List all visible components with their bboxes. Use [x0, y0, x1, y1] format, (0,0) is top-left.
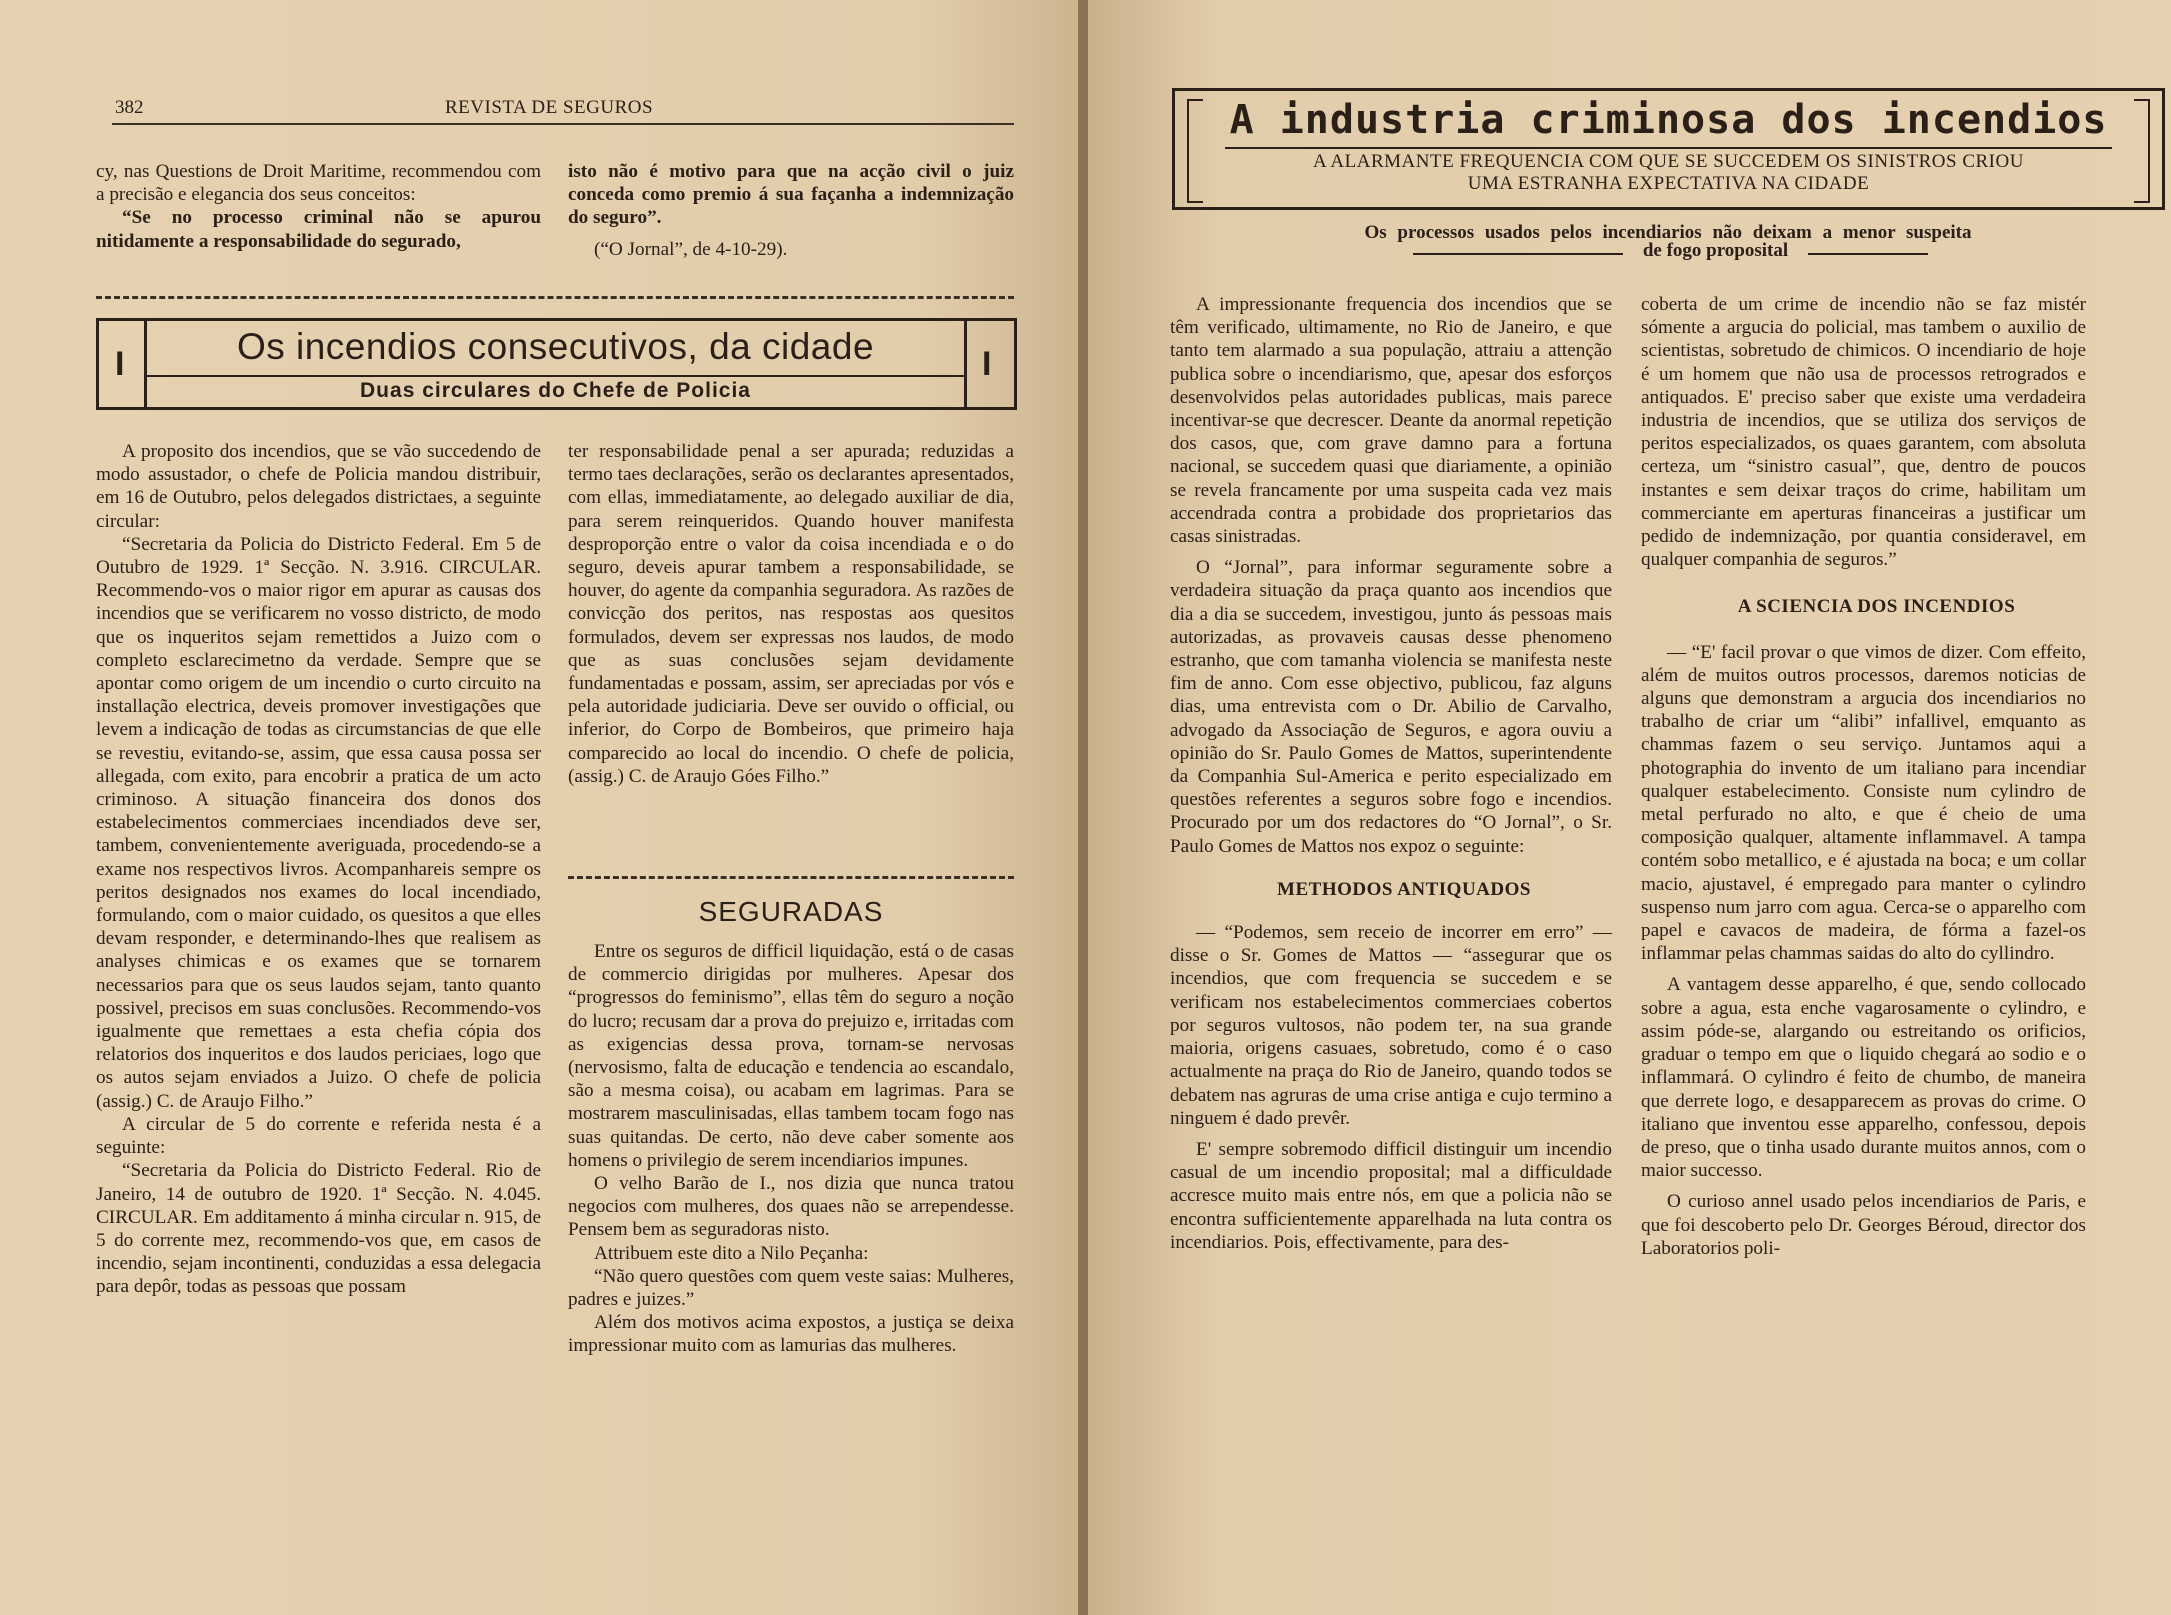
headline-sub-1: Os processos usados pelos incendiarios não deixam a menor suspeita	[1364, 222, 1972, 243]
article-title-box	[96, 318, 1017, 410]
article-paragraph: “Secretaria da Policia do Districto Federal. Rio de Janeiro, 14 de outubro de 1920. 1ª Secção. N. 4.045. CIRCULAR. Em additamento á minha circular n. 915, de 5 do corrente mez, recommendo-vos que, em casos de incendio, sejam incontinenti, conduzidas a essa delegacia para depôr, todas as pessoas que possam	[96, 1160, 541, 1298]
article-paragraph: Além dos motivos acima expostos, a justiça se deixa impressionar muito com as lamurias das mulheres.	[568, 1312, 1014, 1357]
article-paragraph: A circular de 5 do corrente e referida nesta é a seguinte:	[96, 1113, 541, 1159]
article-paragraph: O velho Barão de I., nos dizia que nunca tratou negocios com mulheres, dos quaes não se arrependesse. Pensem bem as seguradoras nisto.	[568, 1173, 1014, 1241]
right-column-2	[1641, 293, 2086, 1260]
top-paragraph: “Se no processo criminal não se apurou nitidamente a responsabilidade do segurado,	[96, 207, 541, 252]
sub-rule-right	[1808, 253, 1928, 255]
running-head: REVISTA DE SEGUROS	[445, 97, 654, 118]
article-quote: “Não quero questões com quem veste saias: Mulheres, padres e juizes.”	[568, 1265, 1014, 1311]
article-paragraph: coberta de um crime de incendio não se faz mistér sómente a argucia do policial, mas tambem o auxilio de scientistas, sobretudo de chimicos. O incendiario de hoje é um homem que não usa de processos retrogrados e antiquados. E' preciso saber que existe uma verdadeira industria de incendios, que se utiliza dos serviços de peritos especializados, os quaes garantem, com absoluta certeza, um “sinistro casual”, que, dentro de poucos instantes e sem deixar traços do crime, habilitam um commerciante em aperturas financeiras a justificar um pedido de indemnização, por quantia consideravel, em qualquer companhia de seguros.”	[1641, 294, 2086, 571]
section-divider	[96, 296, 1014, 299]
article-paragraph: — “E' facil provar o que vimos de dizer. Com effeito, além de muitos outros processos, daremos noticias de alguns que demonstram a argucia dos incendiarios no trabalho de criar um “alibi” infallivel, emquanto as chammas fazem o seu serviço. Juntamos aqui a photographia do invento de um italiano para incendiar qualquer estabelecimento. Consiste num cylindro de metal perfurado no alto, e que é cheio de uma composição qualquer, altamente inflammavel. A tampa contém sobo metallico, e é ajustada na boca; e um collar macio, ajustavel, é empregado para manter o cylindro suspenso num jarro com agua. Cerca-se o apparelho com papel e cavacos de madeira, de fórma a fazel-os inflammar pelas chammas saidas do alto do cyllindro.	[1641, 641, 2086, 965]
right-page	[1088, 0, 2171, 1615]
box-right-divider	[964, 321, 967, 407]
article-paragraph: E' sempre sobremodo difficil distinguir um incendio casual de um incendio proposital; mal a difficuldade accresce muito mais entre nós, em que a policia não se encontra sufficientemente apparelhada na luta contra os incendiarios. Pois, effectivamente, para des-	[1170, 1138, 1612, 1253]
section-divider	[568, 876, 1014, 879]
box-right-bracket	[2134, 99, 2150, 203]
article-paragraph: O curioso annel usado pelos incendiarios de Paris, e que foi descoberto pelo Dr. Georges Béroud, director dos Laboratorios poli-	[1641, 1191, 2086, 1259]
article1-column-2	[568, 440, 1014, 788]
article-paragraph: — “Podemos, sem receio de incorrer em erro” — disse o Sr. Gomes de Mattos — “assegurar que os incendios, que com frequencia se succedem e se verificam nos estabelecimentos commerciaes cobertos por seguros vultosos, não podem ter, na sua grande maioria, origens casuaes, sobretudo, como é o caso actualmente na praça do Rio de Janeiro, quando todos se debatem nas agruras de uma crise antiga e cujo termino a ninguem é dado prevêr.	[1170, 922, 1612, 1129]
article2-column	[568, 940, 1014, 1358]
headline-title: A industria criminosa dos incendios	[1229, 97, 2108, 143]
headline-deck-1: A ALARMANTE FREQUENCIA COM QUE SE SUCCEDEM OS SINISTROS CRIOU	[1313, 151, 2024, 172]
headline-sub-2: de fogo proposital	[1642, 240, 1789, 261]
sub-rule-left	[1413, 253, 1623, 255]
top-paragraph: isto não é motivo para que na acção civil o juiz conceda como premio á sua façanha a indemnização do seguro”.	[568, 161, 1014, 229]
header-rule	[112, 123, 1014, 125]
right-column-1	[1170, 293, 1612, 1254]
headline-deck-2: UMA ESTRANHA EXPECTATIVA NA CIDADE	[1467, 173, 1870, 194]
article-paragraph: A proposito dos incendios, que se vão succedendo de modo assustador, o chefe de Policia mandou distribuir, em 16 de Outubro, pelos delegados districtaes, a seguinte circular:	[96, 441, 541, 532]
article1-column-1	[96, 440, 541, 1299]
article-paragraph: “Secretaria da Policia do Districto Federal. Em 5 de Outubro de 1929. 1ª Secção. N. 3.916. CIRCULAR. Recommendo-vos o maior rigor em apurar as causas dos incendios que se verificarem no vosso districto, de modo que os inqueritos sejam remettidos a Juizo com o completo esclarecimetno da verdade. Sempre que se apontar como origem de um incendio o curto circuito na installação electrica, deveis promover investigações que levem a indicação de todas as circumstancias de que elle se revestiu, evitando-se, assim, que essa causa possa ser allegada, com exito, para encobrir a pratica de um acto criminoso. A situação financeira dos donos dos estabelecimentos commerciaes incendiados deve ser, tambem, convenientemente averiguada, procedendo-se a exame nos respectivos livros. Acompanhareis sempre os peritos designados nos exames do local incendiado, formulando, com o maior cuidado, os quesitos a que elles devam responder, e determinando-lhes que realisem as analyses chimicas e os exames que se tornarem necessarios para que os seus laudos sejam, tanto quanto possivel, precisos em suas conclusões. Recommendo-vos igualmente que remettaes a esta chefia cópia dos relatorios dos inqueritos e dos laudos periciaes, logo que os autos sejam enviados a Juizo. O chefe de policia (assig.) C. de Araujo Filho.”	[96, 533, 541, 1112]
box-left-bracket	[1187, 99, 1203, 203]
source-citation: (“O Jornal”, de 4-10-29).	[594, 238, 788, 260]
article-paragraph: O “Jornal”, para informar seguramente sobre a verdadeira situação da praça quanto aos incendios que dia a dia se succedem, investigou, junto ás pessoas mais autorizadas, as provaveis causas desse phenomeno estranho, que com tamanha violencia se manifesta neste fim de anno. Com esse objectivo, publicou, faz alguns dias, uma entrevista com o Dr. Abilio de Carvalho, advogado da Associação de Seguros, e agora ouviu a opinião do Sr. Paulo Gomes de Mattos, superintendente da Companhia Sul-America e perito especializado em questões referentes a seguros sobre fogo e incendios. Procurado por um dos redactores do “O Jornal”, o Sr. Paulo Gomes de Mattos nos expoz o seguinte:	[1170, 557, 1612, 857]
article-paragraph: Attribuem este dito a Nilo Peçanha:	[594, 1242, 869, 1264]
article2-title: SEGURADAS	[698, 896, 884, 927]
side-mark-left: I	[115, 345, 125, 383]
side-mark-right: I	[982, 345, 992, 383]
top-paragraph: cy, nas Questions de Droit Maritime, recommendou com a precisão e elegancia dos seus conceitos:	[96, 161, 541, 206]
article-subtitle: Duas circulares do Chefe de Policia	[360, 379, 751, 402]
headline-underline	[1225, 147, 2112, 149]
top-column-1	[96, 160, 541, 253]
top-column-2	[568, 160, 1014, 261]
section-heading: A SCIENCIA DOS INCENDIOS	[1737, 596, 2016, 618]
title-underline	[147, 375, 964, 377]
article-paragraph: A impressionante frequencia dos incendios que se têm verificado, ultimamente, no Rio de Janeiro, e que tanto tem alarmado a sua população, attraiu a attenção publica sobre o incendiarismo, que, apesar dos esforços desenvolvidos pelas autoridades publicas, mais parece incentivar-se que decrescer. Deante da anormal repetição dos casos, que, com grave damno para a fortuna nacional, se succedem quasi que diariamente, a opinião se revela francamente por uma suspeita cada vez mais accendrada contra a probidade dos proprietarios das casas sinistradas.	[1170, 294, 1612, 548]
left-page	[0, 0, 1080, 1615]
headline-box	[1172, 88, 2165, 210]
section-heading: METHODOS ANTIQUADOS	[1277, 878, 1531, 900]
article-paragraph: ter responsabilidade penal a ser apurada; reduzidas a termo taes declarações, serão os declarantes apresentados, com ellas, immediatamente, ao delegado auxiliar de dia, para serem reinqueridos. Quando houver manifesta desproporção entre o valor da coisa incendiada e o do seguro, deveis apurar tambem a responsabilidade, se houver, do agente da companhia seguradora. As razões de convicção dos peritos, nas respostas aos quesitos formulados, devem ser expressas nos laudos, de modo que as suas conclusões sejam devidamente fundamentadas e possam, assim, ser apreciadas por vós e pela autoridade judiciaria. Deve ser ouvido o official, ou inferior, do Corpo de Bombeiros, que primeiro haja comparecido ao local do incendio. O chefe de policia, (assig.) C. de Araujo Góes Filho.”	[568, 441, 1014, 787]
page-number: 382	[115, 97, 144, 118]
article-paragraph: A vantagem desse apparelho, é que, sendo collocado sobre a agua, esta enche vagarosamente o cylindro, e assim póde-se, alargando ou estreitando os orificios, graduar o tempo em que o liquido chegará ao sodio e o inflammará. O cylindro é feito de chumbo, de maneira que derrete logo, e desapparecem as provas do crime. O italiano que inventou esse apparelho, confessou, depois de preso, que o tinha usado durante muitos annos, com o maior successo.	[1641, 974, 2086, 1182]
article-title: Os incendios consecutivos, da cidade	[236, 326, 875, 367]
article-paragraph: Entre os seguros de difficil liquidação, está o de casas de commercio dirigidas por mulheres. Apesar dos “progressos do feminismo”, ellas têm do seguro a noção do lucro; recusam dar a prova do prejuizo e, irritadas com as exigencias dessa prova, tornam-se nervosas (nervosismo, falta de educação e tendencia ao escandalo, são a mesma coisa), ou acabam em lagrimas. Para se mostrarem masculinisadas, ellas tambem tocam fogo nas suas quitandas. De certo, não deve caber somente aos homens o privilegio de serem incendiarios impunes.	[568, 941, 1014, 1171]
